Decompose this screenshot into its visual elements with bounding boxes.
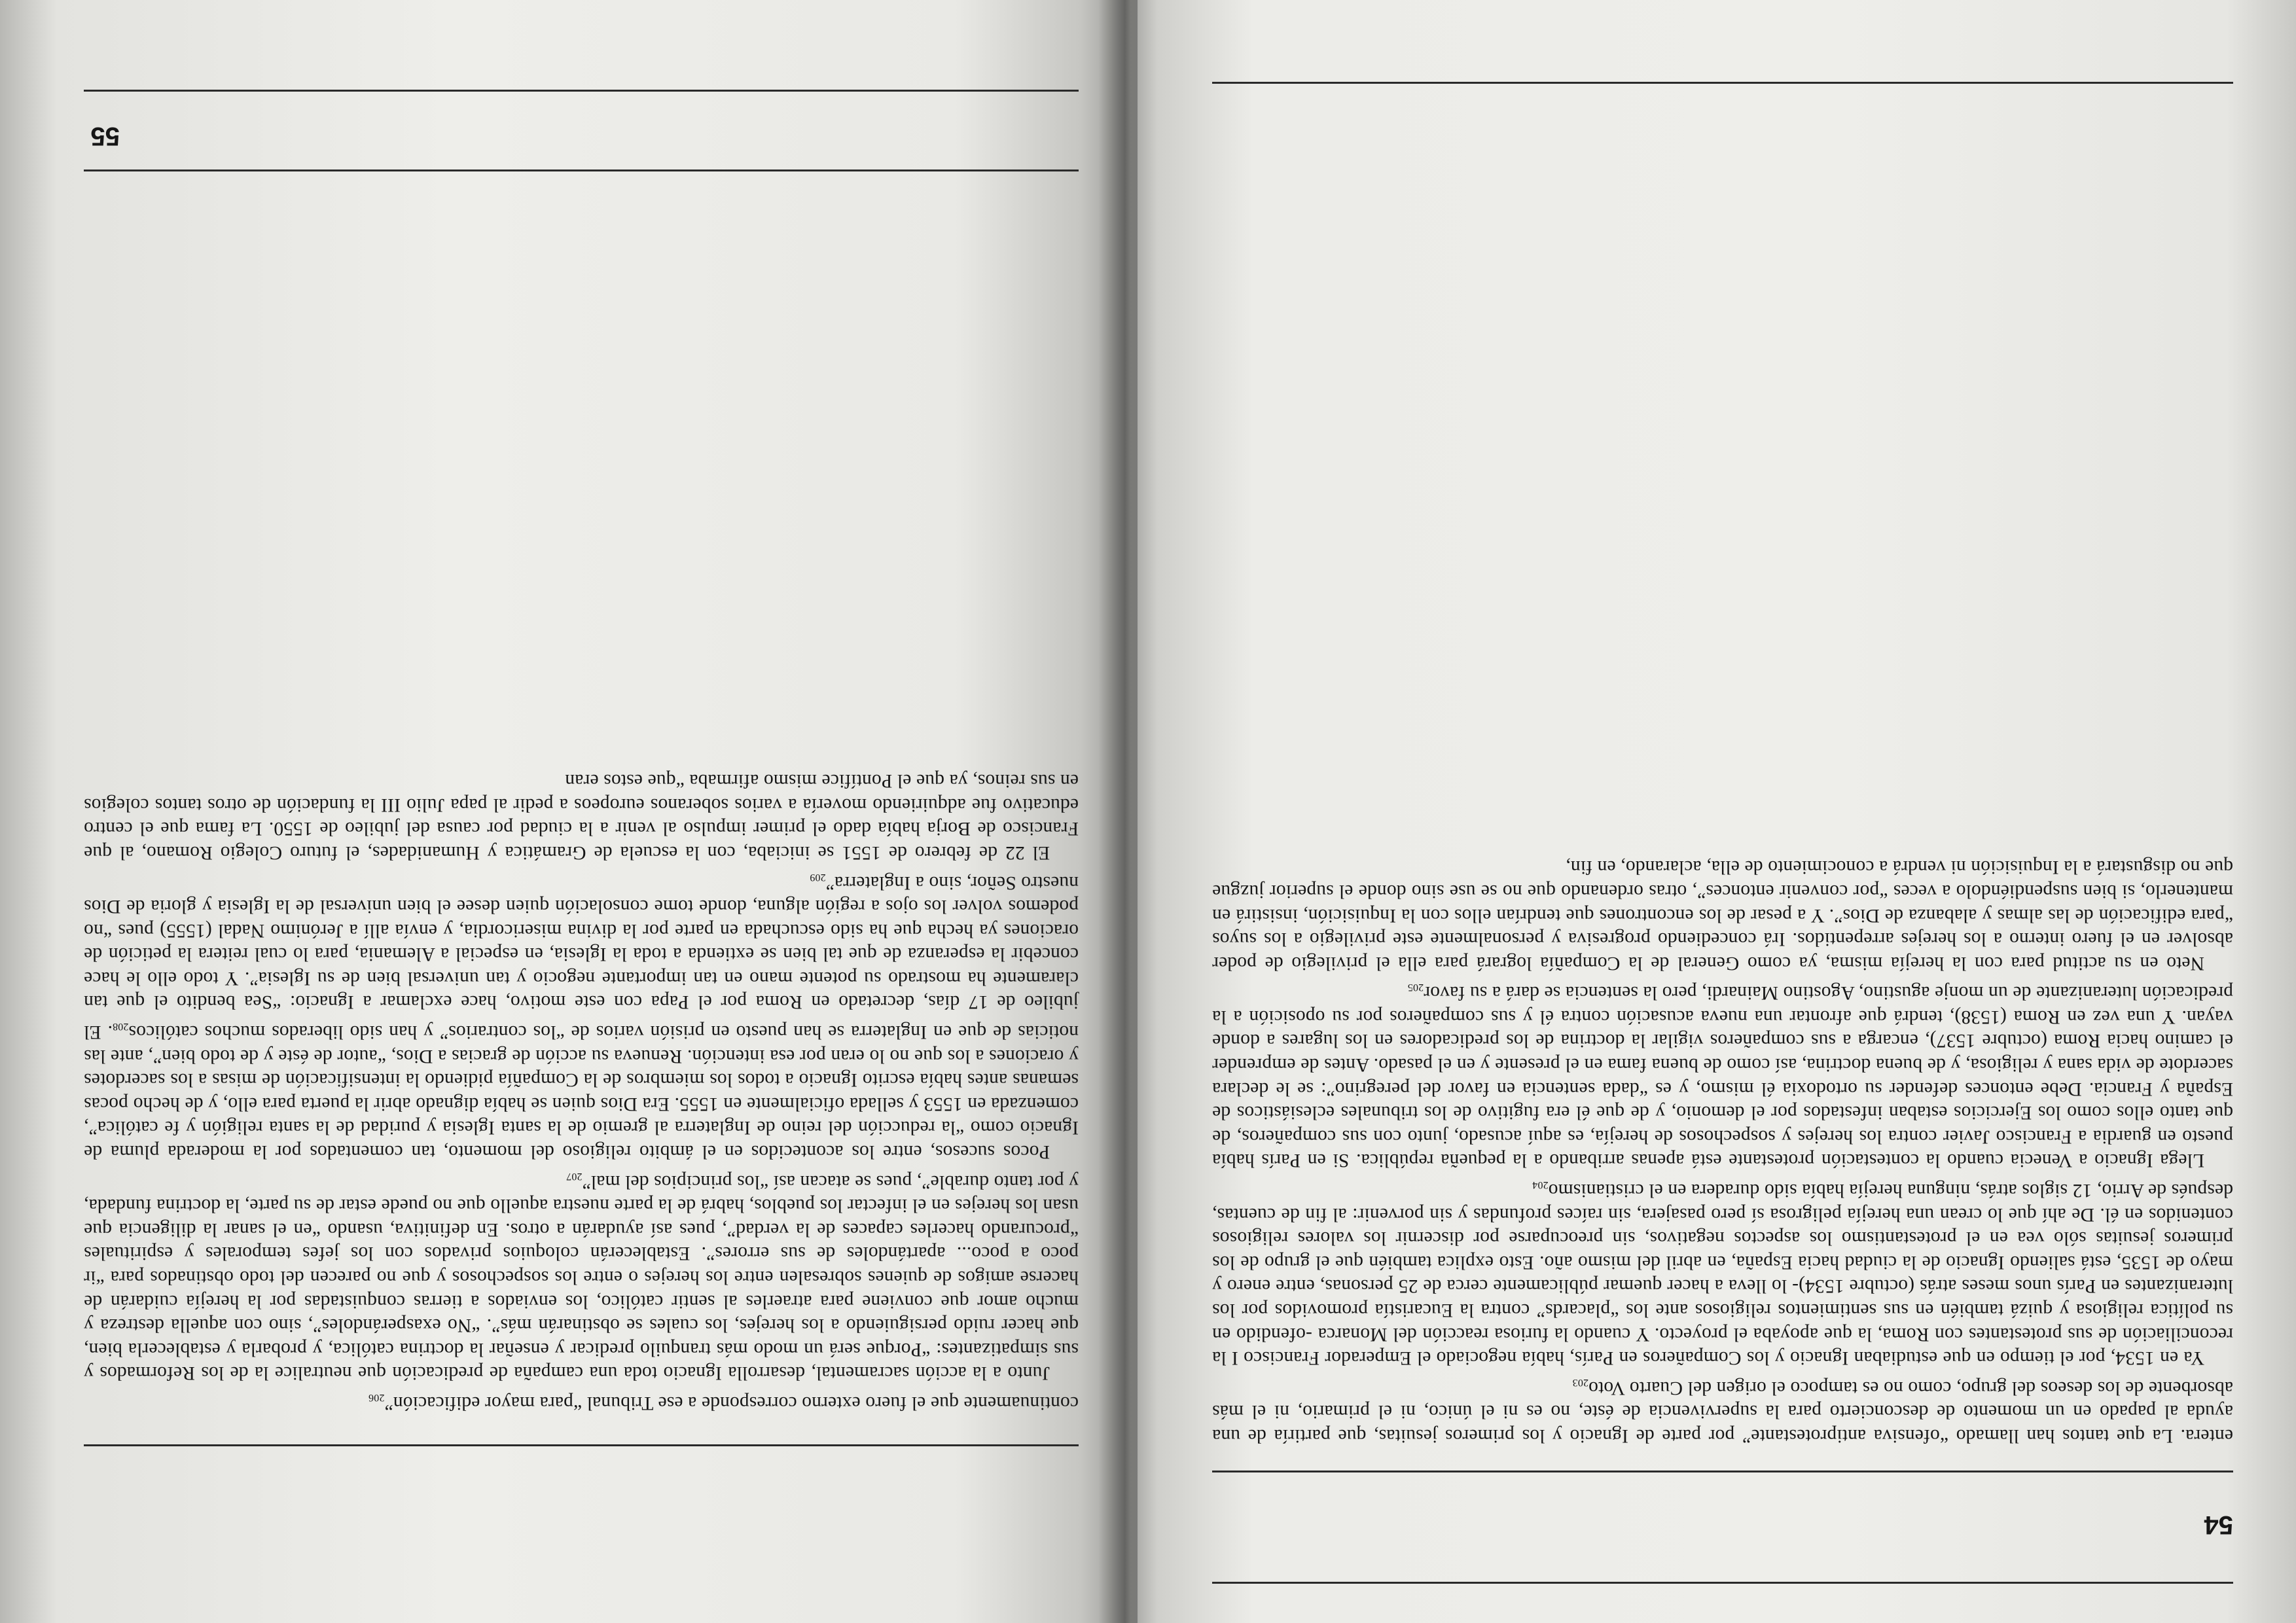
left-page [1138,0,2296,1623]
footnote-ref: 203 [1572,1376,1588,1388]
paragraph [84,769,1079,865]
page-number: 55 [90,122,120,151]
footnote-ref: 206 [368,1392,385,1403]
paragraph [84,1385,1079,1415]
header-rule [1212,1471,2233,1472]
footer-rule [84,90,1079,92]
footnote-ref: 204 [1532,1179,1549,1191]
right-page-body [84,769,1079,1415]
paragraph [1212,1370,2233,1448]
footnote-ref: 207 [566,1170,583,1182]
paragraph-text: Pocos sucesos, entre los acontecidos en el ámbito religioso del momento, tan comentados por la moderada pluma de Ignacio como “la reducción del reino de Inglaterra al gremio de la santa Iglesia y puridad de la santa religión y fe católica”, comenzada en 1553 y sellada oficialmente en 1555. Era Dios quien se había dignado abrir la puerta para ello, y de hecho pocas semanas antes había escrito Ignacio a todos los miembros de la Compañía pidiendo la intensificación de misas a los sacerdotes y oraciones a los que no lo eran por esa intención. Renueva su acción de gracias a Dios, “autor de éste y de todo bien”, ante las noticias de que en Inglaterra se han puesto en prisión varios de “los contrarios” y han sido liberados muchos católicos [84,1022,1079,1163]
paragraph-text: Neto en su actitud para con la herejía misma, ya como General de la Compañía logrará para ella el privilegio de poder absolver en el fuero interno a los herejes arrepentidos. Irá concediendo progresiva y personalmente este privilegio a los suyos “para edificación de las almas y alabanza de Dios”. Y a pesar de los encontrones que tendrían ellos con la Inquisición, insistirá en mantenerlo, si bien suspendiéndolo a veces “por convenir entonces”, otras ordenando que no se use sino donde el superior juzgue que no disgustará a la Inquisición ni vendrá a conocimiento de ella, aclarando, en fin, [1212,857,2233,974]
paragraph [1212,855,2233,975]
footnote-ref: 205 [1407,982,1424,993]
paragraph-text: entera. La que tantos han llamado “ofensiva antiprotestante” por parte de Ignacio y los primeros jesuitas, que partiría de una ayuda al papado en un momento de desconcierto para la supervivencia de éste, no es ni el único, ni el primario, ni el más absorbente de los deseos del grupo, como no es tampoco el origen del Cuarto Voto [1212,1377,2233,1446]
footer-rule [1212,82,2233,84]
paragraph-text: Ya en 1534, por el tiempo en que estudiaban Ignacio y los Compañeros en París, había negociado el Emperador Francisco I la reconciliación de sus protestantes con Roma, la que apoyaba el proyecto. Y cuando la furiosa reacción del Monarca -ofendido en su política religiosa y quizá también en sus sentimientos religiosos ante los “placards” contra la Eucaristía promovidos por los luteranizantes en París unos meses atrás (octubre 1534)- lo lleva a hacer quemar públicamente cerca de 25 personas, entre enero y mayo de 1535, está saliendo Ignacio de la ciudad hacia España, en abril del mismo año. Esto explica también que el grupo de los primeros jesuitas sólo vea en el protestantismo los aspectos negativos, sin preocuparse por discernir los valores religiosos contenidos en él. De ahí que lo crean una herejía peligrosa sí pero pasajera, sin raíces profundas y sin porvenir: al fin de cuentas, después de Arrio, 12 siglos atrás, ninguna herejía había sido duradera en el cristianismo [1212,1180,2233,1369]
page-number: 54 [2204,1510,2233,1539]
paragraph [84,1164,1079,1385]
footer-rule [84,169,1079,171]
header-rule [84,1444,1079,1446]
paragraph-text: continuamente que el fuero externo corresponde a ese Tribunal “para mayor edificación” [384,1393,1079,1414]
right-page [0,0,1138,1623]
paragraph [1212,975,2233,1173]
header-rule [1212,1582,2233,1584]
paragraph-text: . El jubileo de 17 días, decretado en Roma por el Papa con este motivo, hace exclamar a Ignacio: “Sea bendito el que tan claramente ha mostrado su potente mano en tan importante negocio y tan universal bien de su Iglesia”. Y todo ello le hace concebir la esperanza de que tal bien se extienda a toda la Iglesia, en especial a Alemania, para lo cual reitera la petición de oraciones ya hecha que ha sido escuchada en parte por la divina misericordia, y envía allí a Jerónimo Nadal (1555) pues “no podemos volver los ojos a región alguna, donde tome consolación quien desee el bien universal de la Iglesia y gloria de Dios nuestro Señor, sino a Inglaterra” [84,872,1079,1043]
paragraph-text: Junto a la acción sacramental, desarrolla Ignacio toda una campaña de predicación que neutralice la de los Reformados y sus simpatizantes: “Porque será un modo más tranquilo predicar y enseñar la doctrina católica, y probarla y establecerla bien, que hacer ruido persiguiendo a los herejes, los cuales se obstinarán más”. “No exasperándoles”, sino con aquella destreza y mucho amor que conviene para atraerles al sentir católico, los enviados a tierras conquistadas por la herejía cuidarán de hacerse amigos de quienes sobresalen entre los herejes o entre los sospechosos y que no parecen del todo obstinados para “ir poco a poco... apartándoles de sus errores”. Establecerán coloquios privados con los jefes temporales y espirituales “procurando hacerles capaces de la verdad”, pues así ayudarán a otros. En definitiva, usando “en el sanar la diligencia que usan los herejes en el infectar los pueblos, habrá de la parte nuestra aquello que no puede estar de su parte, la doctrina fundada, y por tanto durable”, pues se atacan así “los principios del mal” [84,1171,1079,1384]
paragraph-text: El 22 de febrero de 1551 se iniciaba, con la escuela de Gramática y Humanidades, el futuro Colegio Romano, al que Francisco de Borja había dado el primer impulso al venir a la ciudad por causa del jubileo de 1550. La fama que el centro educativo fue adquiriendo movería a varios soberanos europeos a pedir al papa Julio III la fundación de otros tantos colegios en sus reinos, ya que el Pontífice mismo afirmaba “que estos eran [84,770,1079,863]
footnote-ref: 208 [112,1021,129,1033]
footnote-ref: 209 [810,871,826,883]
left-page-body [1212,855,2233,1448]
paragraph [84,865,1079,1164]
paragraph-text: Llega Ignacio a Venecia cuando la contestación protestante está apenas arribando a la pequeña república. Si en París había puesto en guardia a Francisco Javier contra los herejes y sospechosos de herejía, es aquí acusado, junto con sus compañeros, de que tanto ellos como los Ejercicios estaban infestados por el demonio, y de que él era fugitivo de los tribunales eclesiásticos de España y Francia. Debe entonces defender su ortodoxia él mismo, y es “dada sentencia en favor del peregrino”: se le declara sacerdote de vida sana y religiosa, y de buena doctrina, así como de buena fama en el presente y en el pasado. Antes de emprender el camino hacia Roma (octubre 1537), encarga a sus compañeros vigilar la doctrina de los predicadores en los lugares a donde vayan. Y una vez en Roma (1538), tendrá que afrontar una nueva acusación contra él y sus compañeros por su oposición a la predicación luteranizante de un monje agustino, Agostino Mainardi, pero la sentencia se dará a su favor [1212,982,2233,1171]
paragraph [1212,1172,2233,1370]
